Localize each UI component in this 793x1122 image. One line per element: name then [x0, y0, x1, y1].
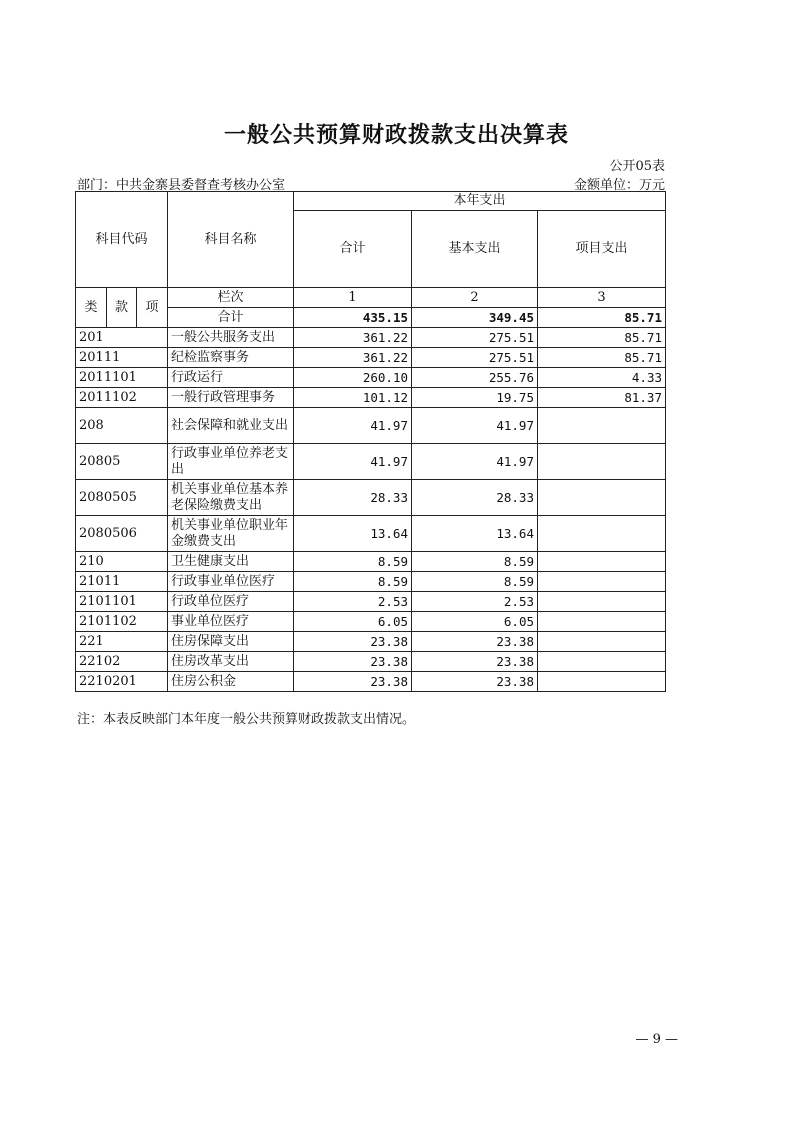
row-total: 41.97 — [294, 444, 412, 480]
row-basic: 23.38 — [412, 672, 538, 692]
row-basic: 28.33 — [412, 480, 538, 516]
table-row — [76, 480, 666, 516]
row-code: 2011102 — [76, 388, 168, 408]
row-basic: 8.59 — [412, 552, 538, 572]
row-code: 2101102 — [76, 612, 168, 632]
header-lei: 类 — [76, 288, 107, 328]
row-code: 221 — [76, 632, 168, 652]
header-basic: 基本支出 — [412, 211, 538, 288]
row-name: 纪检监察事务 — [168, 348, 294, 368]
row-name: 卫生健康支出 — [168, 552, 294, 572]
row-total: 2.53 — [294, 592, 412, 612]
table-note: 注：本表反映部门本年度一般公共预算财政拨款支出情况。 — [77, 712, 416, 727]
total-row-project: 85.71 — [538, 308, 666, 328]
total-row-basic: 349.45 — [412, 308, 538, 328]
row-total: 361.22 — [294, 328, 412, 348]
row-project: 81.37 — [538, 388, 666, 408]
row-name: 行政单位医疗 — [168, 592, 294, 612]
table-row — [76, 516, 666, 552]
row-basic: 2.53 — [412, 592, 538, 612]
row-basic: 275.51 — [412, 348, 538, 368]
row-code: 20111 — [76, 348, 168, 368]
row-basic: 13.64 — [412, 516, 538, 552]
row-project — [538, 652, 666, 672]
row-code: 2080506 — [76, 516, 168, 552]
row-name: 住房公积金 — [168, 672, 294, 692]
row-name: 行政事业单位医疗 — [168, 572, 294, 592]
page-title: 一般公共预算财政拨款支出决算表 — [223, 123, 569, 148]
row-project: 85.71 — [538, 348, 666, 368]
row-total: 101.12 — [294, 388, 412, 408]
row-total: 28.33 — [294, 480, 412, 516]
row-name: 机关事业单位职业年金缴费支出 — [168, 516, 294, 552]
row-project — [538, 592, 666, 612]
row-name: 事业单位医疗 — [168, 612, 294, 632]
row-name: 社会保障和就业支出 — [168, 408, 294, 444]
row-basic: 41.97 — [412, 444, 538, 480]
row-project — [538, 612, 666, 632]
row-code: 2011101 — [76, 368, 168, 388]
row-basic: 23.38 — [412, 652, 538, 672]
row-basic: 23.38 — [412, 632, 538, 652]
row-total: 41.97 — [294, 408, 412, 444]
row-project: 4.33 — [538, 368, 666, 388]
department-label: 部门：中共金寨县委督查考核办公室 — [77, 178, 286, 193]
row-code: 20805 — [76, 444, 168, 480]
table-row — [76, 612, 666, 632]
row-total: 8.59 — [294, 552, 412, 572]
table-row — [76, 444, 666, 480]
row-basic: 6.05 — [412, 612, 538, 632]
row-total: 361.22 — [294, 348, 412, 368]
row-project — [538, 632, 666, 652]
table-row — [76, 328, 666, 348]
row-basic: 19.75 — [412, 388, 538, 408]
row-total: 6.05 — [294, 612, 412, 632]
row-name: 一般公共服务支出 — [168, 328, 294, 348]
row-name: 住房改革支出 — [168, 652, 294, 672]
header-project: 项目支出 — [538, 211, 666, 288]
total-row-label: 合计 — [168, 308, 294, 328]
row-basic: 255.76 — [412, 368, 538, 388]
table-row — [76, 348, 666, 368]
row-total: 23.38 — [294, 672, 412, 692]
table-row — [76, 632, 666, 652]
column-number-3: 3 — [538, 288, 666, 308]
row-code: 2101101 — [76, 592, 168, 612]
header-lanci: 栏次 — [168, 288, 294, 308]
table-row — [76, 368, 666, 388]
table-row — [76, 552, 666, 572]
row-code: 201 — [76, 328, 168, 348]
total-row-total: 435.15 — [294, 308, 412, 328]
row-project — [538, 444, 666, 480]
row-basic: 275.51 — [412, 328, 538, 348]
table-row — [76, 652, 666, 672]
table-row — [76, 572, 666, 592]
row-basic: 8.59 — [412, 572, 538, 592]
expenditure-table — [75, 191, 666, 692]
column-number-1: 1 — [294, 288, 412, 308]
table-row — [76, 388, 666, 408]
row-name: 机关事业单位基本养老保险缴费支出 — [168, 480, 294, 516]
header-kuan: 款 — [107, 288, 137, 328]
row-code: 210 — [76, 552, 168, 572]
row-name: 行政运行 — [168, 368, 294, 388]
row-total: 23.38 — [294, 652, 412, 672]
table-row — [76, 408, 666, 444]
table-number: 公开05表 — [609, 159, 665, 174]
page-number: — 9 — — [635, 1032, 678, 1047]
row-code: 2080505 — [76, 480, 168, 516]
row-total: 13.64 — [294, 516, 412, 552]
row-code: 22102 — [76, 652, 168, 672]
row-total: 260.10 — [294, 368, 412, 388]
table-row — [76, 592, 666, 612]
row-name: 一般行政管理事务 — [168, 388, 294, 408]
row-project — [538, 408, 666, 444]
row-project: 85.71 — [538, 328, 666, 348]
row-project — [538, 572, 666, 592]
row-project — [538, 516, 666, 552]
header-name: 科目名称 — [168, 192, 294, 288]
row-code: 2210201 — [76, 672, 168, 692]
row-name: 住房保障支出 — [168, 632, 294, 652]
row-project — [538, 480, 666, 516]
header-code: 科目代码 — [76, 192, 168, 288]
table-row — [76, 672, 666, 692]
row-total: 8.59 — [294, 572, 412, 592]
row-name: 行政事业单位养老支出 — [168, 444, 294, 480]
row-basic: 41.97 — [412, 408, 538, 444]
row-project — [538, 552, 666, 572]
row-total: 23.38 — [294, 632, 412, 652]
header-xiang: 项 — [137, 288, 168, 328]
header-year-expense: 本年支出 — [294, 192, 666, 211]
row-code: 208 — [76, 408, 168, 444]
column-number-2: 2 — [412, 288, 538, 308]
row-code: 21011 — [76, 572, 168, 592]
amount-unit-label: 金额单位：万元 — [573, 178, 665, 193]
row-project — [538, 672, 666, 692]
header-total: 合计 — [294, 211, 412, 288]
